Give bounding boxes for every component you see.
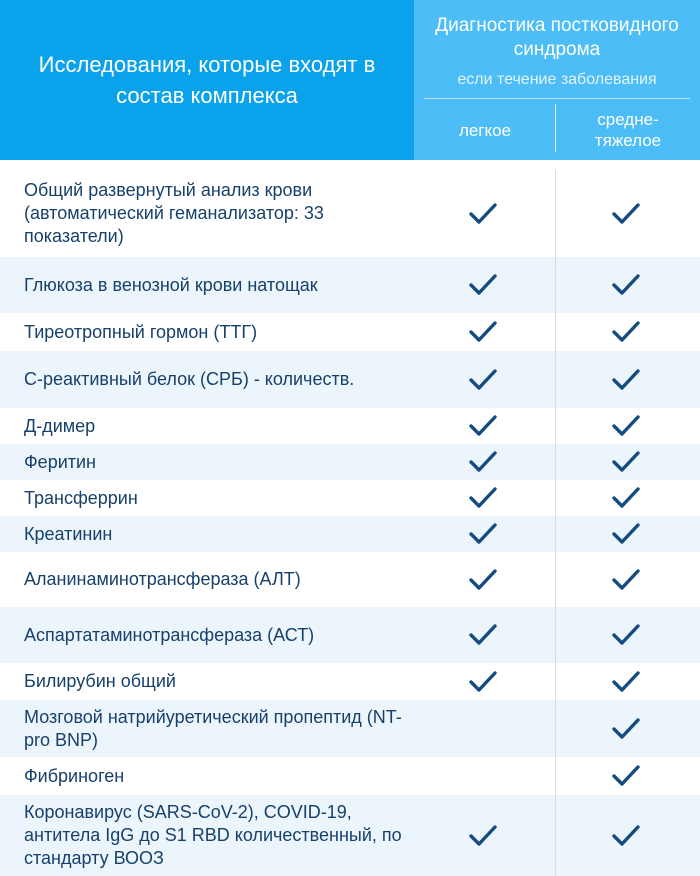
checkmark-icon: [468, 201, 498, 227]
study-name: Тиреотропный гормон (ТТГ): [24, 321, 258, 342]
header-divider: [424, 98, 690, 99]
checkmark-icon: [611, 669, 641, 695]
checkmark-icon: [468, 567, 498, 593]
checkmark-icon: [468, 367, 498, 393]
column-divider: [555, 170, 556, 876]
table-row: [0, 795, 700, 876]
table-row: [0, 351, 700, 408]
checkmark-icon: [611, 716, 641, 742]
checkmark-icon: [468, 669, 498, 695]
checkmark-icon: [611, 201, 641, 227]
study-name: С-реактивный белок (СРБ) - количеств.: [24, 369, 355, 389]
table-row: [0, 700, 700, 757]
checkmark-icon: [468, 413, 498, 439]
study-name: Креатинин: [24, 523, 113, 544]
checkmark-icon: [468, 319, 498, 345]
table-row: [0, 444, 700, 480]
checkmark-icon: [611, 272, 641, 298]
diagnostics-title: Диагностика постковидного синдрома: [435, 15, 679, 60]
column-moderate-header: средне- тяжелое: [594, 110, 662, 150]
study-name: Глюкоза в венозной крови натощак: [24, 274, 318, 295]
checkmark-icon: [611, 521, 641, 547]
table-header: [0, 0, 700, 160]
study-name: Д-димер: [24, 415, 96, 436]
diagnostics-subtitle: если течение заболевания: [457, 71, 657, 88]
checkmark-icon: [468, 485, 498, 511]
checkmark-icon: [468, 272, 498, 298]
study-name: Аспартатаминотрансфераза (АСТ): [24, 624, 315, 645]
checkmark-icon: [611, 413, 641, 439]
checkmark-icon: [611, 485, 641, 511]
table-row: [0, 516, 700, 552]
study-name: Билирубин общий: [24, 671, 176, 691]
table-row: [0, 757, 700, 795]
header-column-divider: [555, 104, 556, 152]
study-name: Общий развернутый анализ крови (автоматический геманализатор: 33 показатели): [24, 180, 324, 246]
checkmark-icon: [611, 319, 641, 345]
table-row: [0, 552, 700, 607]
checkmark-icon: [611, 622, 641, 648]
study-name: Феритин: [24, 451, 96, 472]
table-row: [0, 313, 700, 351]
column-mild-header: легкое: [458, 120, 512, 140]
checkmark-icon: [611, 449, 641, 475]
checkmark-icon: [468, 449, 498, 475]
study-name: Фибриноген: [24, 765, 125, 786]
checkmark-icon: [468, 622, 498, 648]
checkmark-icon: [611, 763, 641, 789]
diagnostics-header: [414, 0, 700, 160]
study-name: Трансферрин: [24, 487, 138, 508]
checkmark-icon: [468, 521, 498, 547]
table-row: [0, 480, 700, 516]
studies-column-title: Исследования, которые входят в состав комплекса: [0, 0, 414, 160]
checkmark-icon: [611, 567, 641, 593]
table-row: [0, 663, 700, 700]
study-name: Мозговой натрийуретический пропептид (NT-pro BNP): [24, 706, 402, 750]
checkmark-icon: [611, 823, 641, 849]
table-row: [0, 170, 700, 257]
table-row: [0, 257, 700, 313]
table-row: [0, 607, 700, 663]
checkmark-icon: [468, 823, 498, 849]
checkmark-icon: [611, 367, 641, 393]
study-name: Коронавирус (SARS-CoV-2), COVID-19, антитела IgG до S1 RBD количественный, по стандарту ВООЗ: [24, 802, 402, 868]
table-row: [0, 408, 700, 444]
study-name: Аланинаминотрансфераза (АЛТ): [24, 569, 301, 589]
